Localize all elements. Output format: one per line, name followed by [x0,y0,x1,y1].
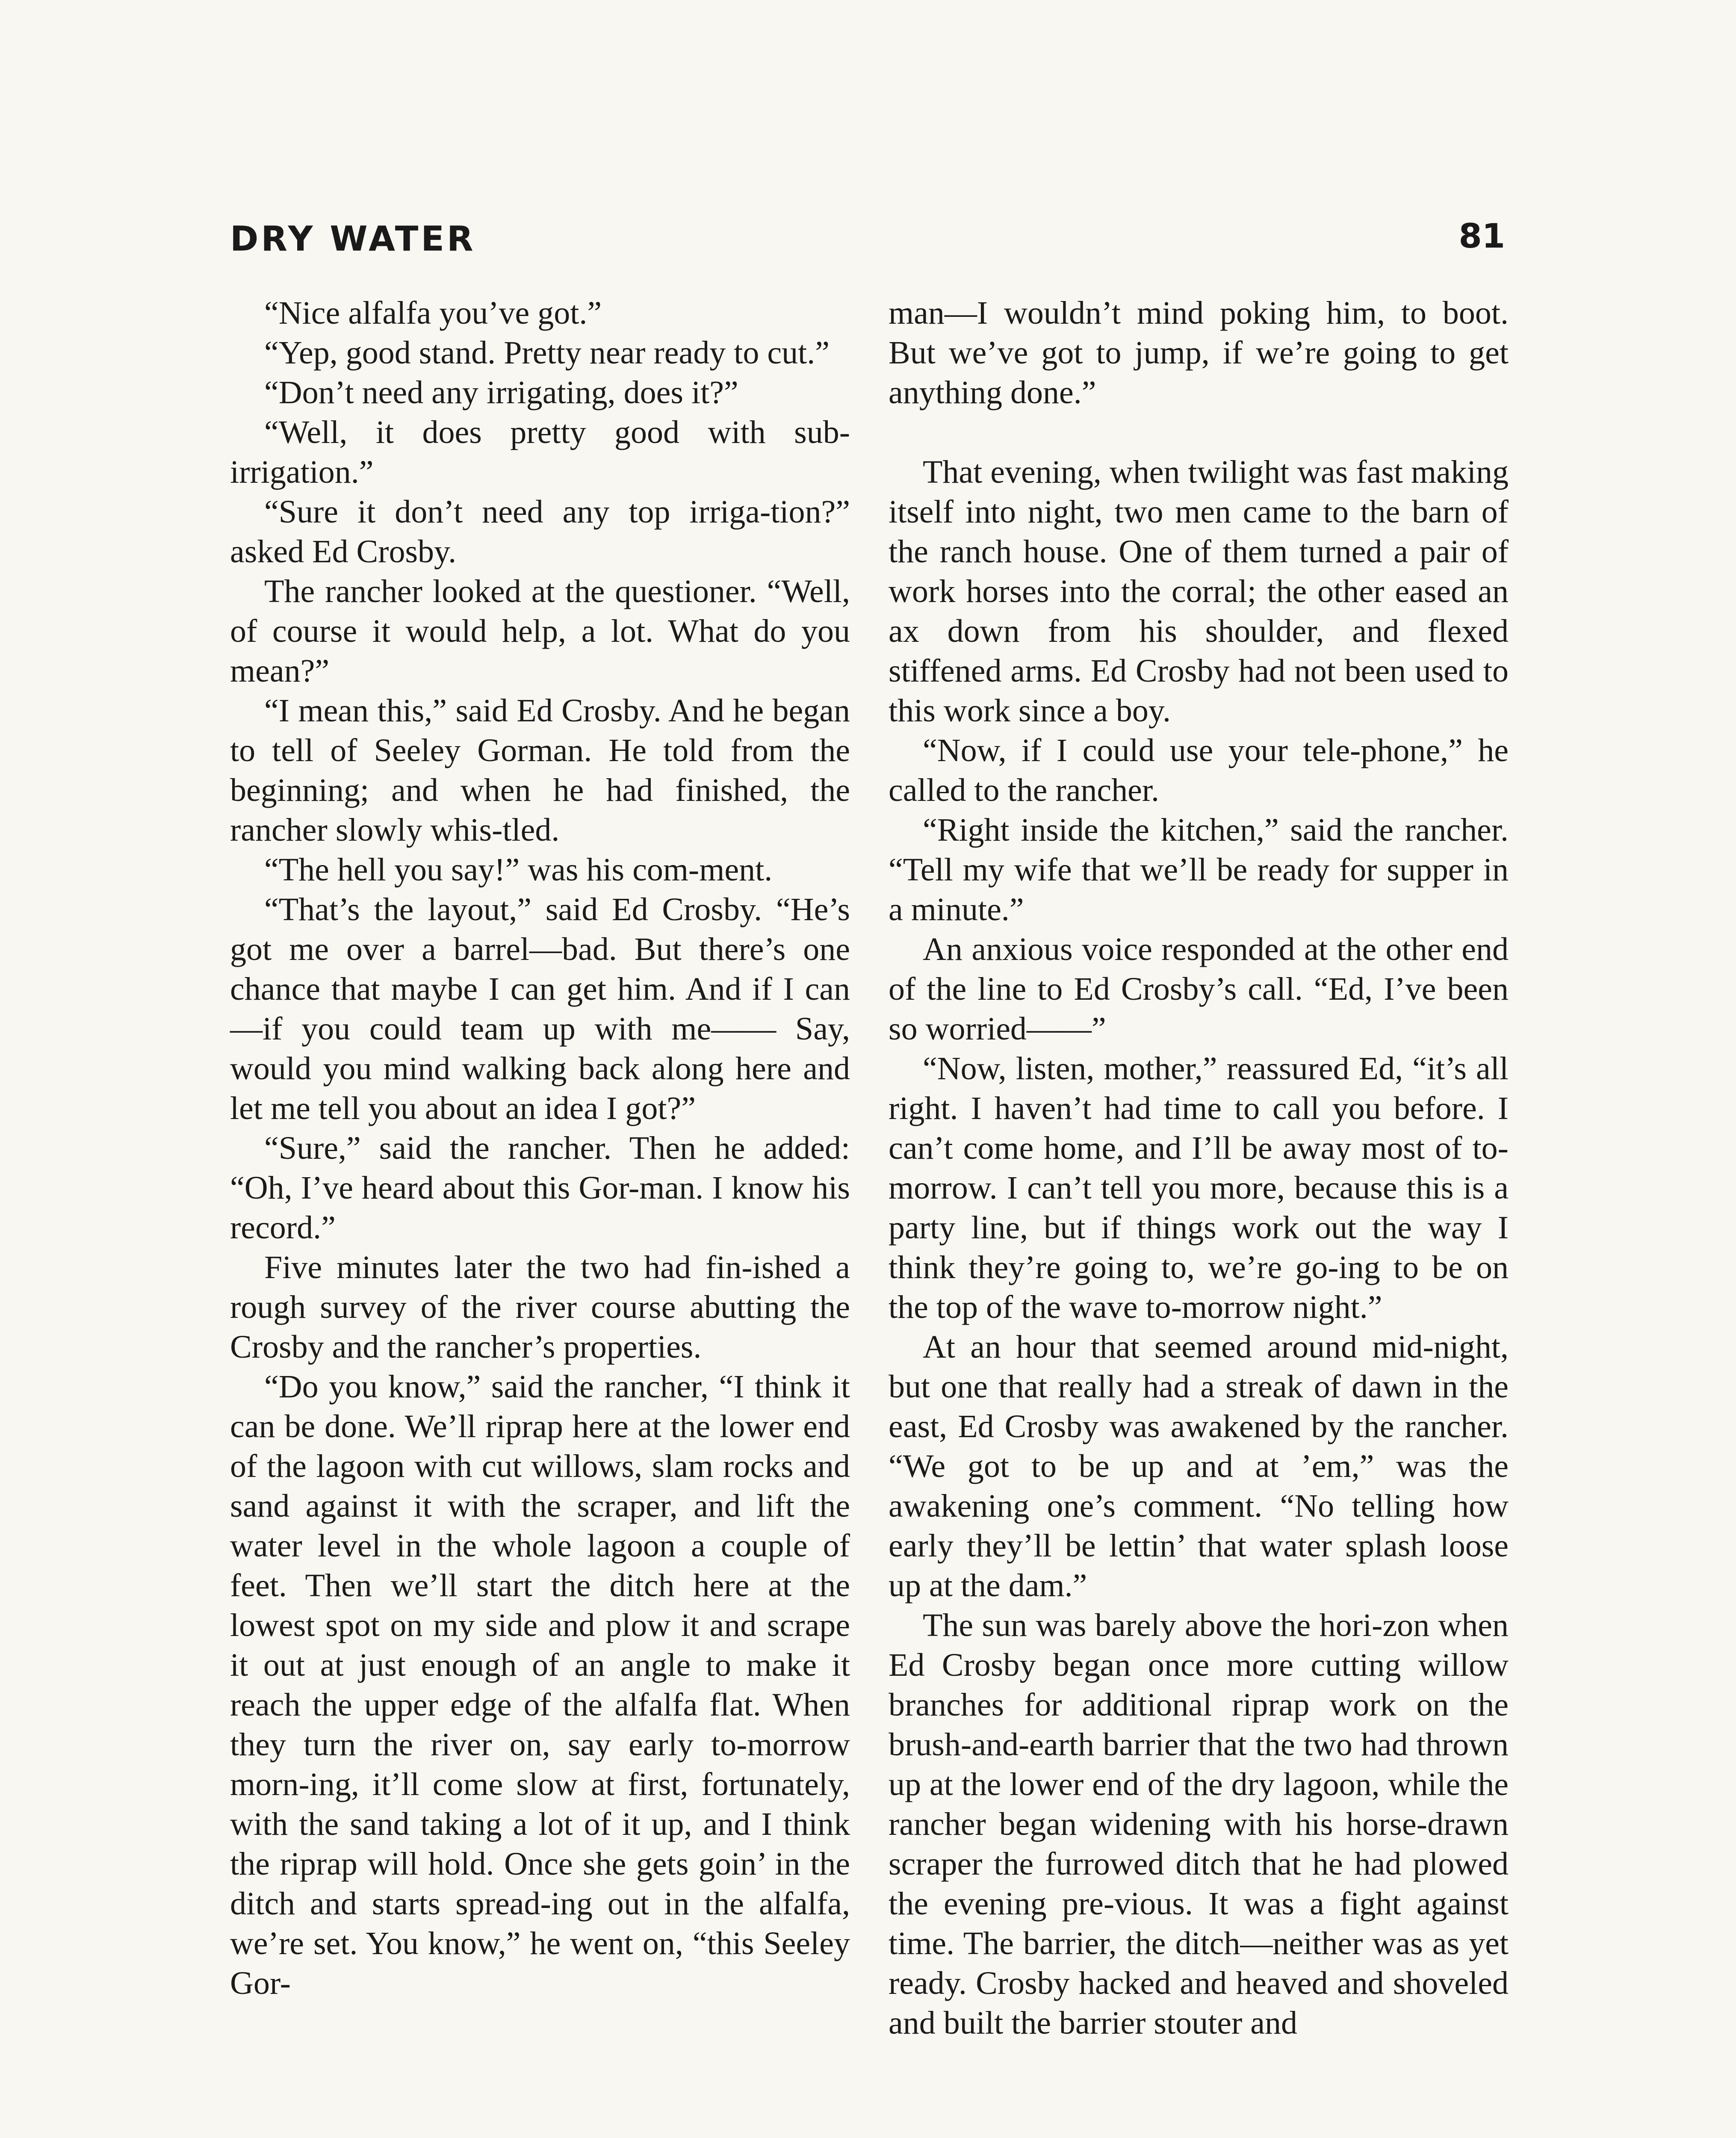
page-number: 81 [1458,217,1505,256]
paragraph-continuation: man—I wouldn’t mind poking him, to boot. But we’ve got to jump, if we’re going to get anything done.” [889,295,1509,410]
paragraph: “That’s the layout,” said Ed Crosby. “He’s got me over a barrel—bad. But there’s one chance that maybe I can get him. And if I can—if you could team up with me—— Say, would you mind walking back along here and let me tell you about an idea I got?” [230,892,850,1126]
paragraph: That evening, when twilight was fast making itself into night, two men came to the barn of the ranch house. One of them turned a pair of work horses into the corral; the other eased an ax down from his shoulder, and flexed stiffened arms. Ed Crosby had not been used to this work since a boy. [889,454,1509,729]
paragraph: “Now, listen, mother,” reassured Ed, “it’s all right. I haven’t had time to call you before. I can’t come home, and I’ll be away most of to-morrow. I can’t tell you more, because this is a party line, but if things work out the way I think they’re going to, we’re go-ing to be on the top of the wave to-morrow night.” [889,1051,1509,1325]
paragraph: The rancher looked at the questioner. “Well, of course it would help, a lot. What do you mean?” [230,573,850,689]
paragraph: “Do you know,” said the rancher, “I think it can be done. We’ll riprap here at the lower end of the lagoon with cut willows, slam rocks and sand against it with the scraper, and lift the water level in the whole lagoon a couple of feet. Then we’ll start the ditch here at the lowest spot on my side and plow it and scrape it out at just enough of an angle to make it reach the upper edge of the alfalfa flat. When they turn the river on, say early to-morrow morn-ing, it’ll come slow at first, fortunately, with the sand taking a lot of it up, and I think the riprap will hold. Once she gets goin’ in the ditch and starts spread-ing out in the alfalfa, we’re set. You know,” he went on, “this Seeley Gor- [230,1369,850,2001]
paragraph: “Well, it does pretty good with sub-irrigation.” [230,414,850,490]
paragraph: “Sure it don’t need any top irriga-tion?” asked Ed Crosby. [230,494,850,570]
paragraph: At an hour that seemed around mid-night, but one that really had a streak of dawn in the east, Ed Crosby was awakened by the rancher. “We got to be up and at ’em,” was the awakening one’s comment. “No telling how early they’ll be lettin’ that water splash loose up at the dam.” [889,1329,1509,1604]
paragraph: “The hell you say!” was his com-ment. [264,852,773,888]
paragraph: An anxious voice responded at the other end of the line to Ed Crosby’s call. “Ed, I’ve been so worried——” [889,931,1509,1047]
paragraph: “Right inside the kitchen,” said the rancher. “Tell my wife that we’ll be ready for supper in a minute.” [889,812,1509,927]
right-column [889,293,1509,2043]
left-column [230,293,850,2003]
paragraph: “Nice alfalfa you’ve got.” [264,295,602,331]
paragraph: Five minutes later the two had fin-ished a rough survey of the river course abutting the Crosby and the rancher’s properties. [230,1249,850,1365]
running-title: DRY WATER [230,219,476,259]
paragraph: “I mean this,” said Ed Crosby. And he began to tell of Seeley Gorman. He told from the beginning; and when he had finished, the rancher slowly whis-tled. [230,693,850,848]
paragraph: “Now, if I could use your tele-phone,” he called to the rancher. [889,732,1509,808]
paragraph: “Yep, good stand. Pretty near ready to cut.” [264,335,830,371]
paragraph: “Don’t need any irrigating, does it?” [264,375,738,410]
paragraph: “Sure,” said the rancher. Then he added: “Oh, I’ve heard about this Gor-man. I know his record.” [230,1130,850,1246]
paragraph: The sun was barely above the hori-zon when Ed Crosby began once more cutting willow branches for additional riprap work on the brush-and-earth barrier that the two had thrown up at the lower end of the dry lagoon, while the rancher began widening with his horse-drawn scraper the furrowed ditch that he had plowed the evening pre-vious. It was a fight against time. The barrier, the ditch—neither was as yet ready. Crosby hacked and heaved and shoveled and built the barrier stouter and [889,1607,1509,2041]
